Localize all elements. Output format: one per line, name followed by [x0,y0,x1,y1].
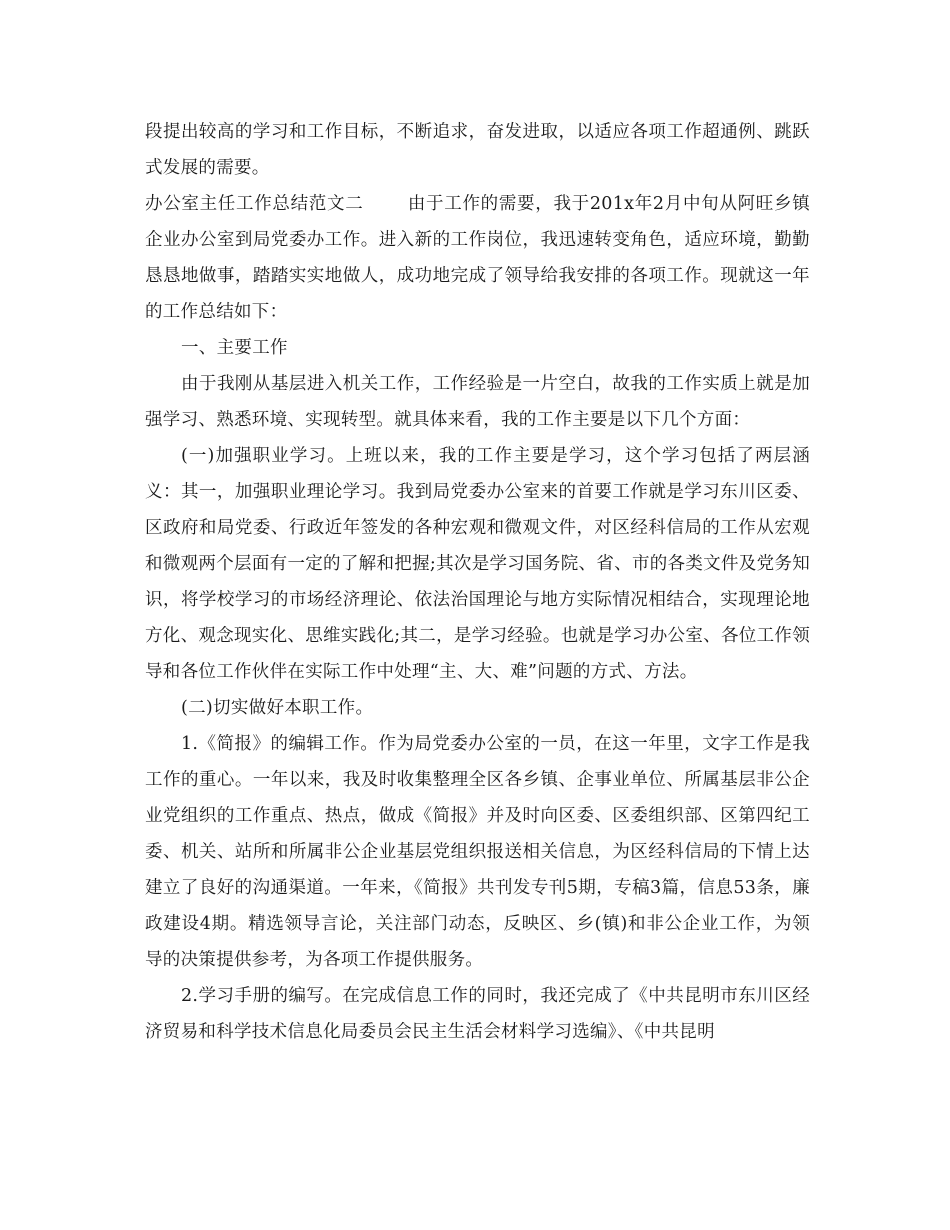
paragraph-overview: 由于我刚从基层进入机关工作，工作经验是一片空白，故我的工作实质上就是加强学习、熟悉环境、实现转型。就具体来看，我的工作主要是以下几个方面： [145,374,810,430]
continuation-paragraph: 段提出较高的学习和工作目标，不断追求，奋发进取，以适应各项工作超通例、跳跃式发展的需要。 [145,122,810,178]
intro-rest: 镇企业办公室到局党委办工作。进入新的工作岗位，我迅速转变角色，适应环境，勤勤恳恳地做事，踏踏实实地做人，成功地完成了领导给我安排的各项工作。现就这一年的工作总结如下： [145,194,810,322]
section-heading-main-work: 一、主要工作 [181,338,288,358]
intro-first-line: 由于工作的需要，我于201x年2月中旬从阿旺乡 [407,194,793,214]
paragraph-study: (一)加强职业学习。上班以来，我的工作主要是学习，这个学习包括了两层涵义：其一，加强职业理论学习。我到局党委办公室来的首要工作就是学习东川区委、区政府和局党委、行政近年签发的各种宏观和微观文件，对区经科信局的工作从宏观和微观两个层面有一定的了解和把握;其次是学习国务院、省、市的各类文件及党务知识，将学校学习的市场经济理论、依法治国理论与地方实际情况相结合，实现理论地方化、观念现实化、思维实践化;其二，是学习经验。也就是学习办公室、各位工作领导和各位工作伙伴在实际工作中处理“主、大、难”问题的方式、方法。 [145,446,810,682]
paragraph-briefing: 1.《简报》的编辑工作。作为局党委办公室的一员，在这一年里，文字工作是我工作的重心。一年以来，我及时收集整理全区各乡镇、企事业单位、所属基层非公企业党组织的工作重点、热点，做成《简报》并及时向区委、区委组织部、区第四纪工委、机关、站所和所属非公企业基层党组织报送相关信息，为区经科信局的下情上达建立了良好的沟通渠道。一年来，《简报》共刊发专刊5期，专稿3篇，信息53条，廉政建设4期。精选领导言论，关注部门动态，反映区、乡(镇)和非公企业工作，为领导的决策提供参考，为各项工作提供服务。 [145,734,810,970]
document-title: 办公室主任工作总结范文二 [145,194,364,214]
paragraph-handbook: 2.学习手册的编写。在完成信息工作的同时，我还完成了《中共昆明市东川区经济贸易和科学技术信息化局委员会民主生活会材料学习选编》、《中共昆明 [145,986,810,1042]
document-body [145,114,810,1050]
title-paragraph [145,186,810,330]
section-heading-duties: (二)切实做好本职工作。 [181,698,374,718]
